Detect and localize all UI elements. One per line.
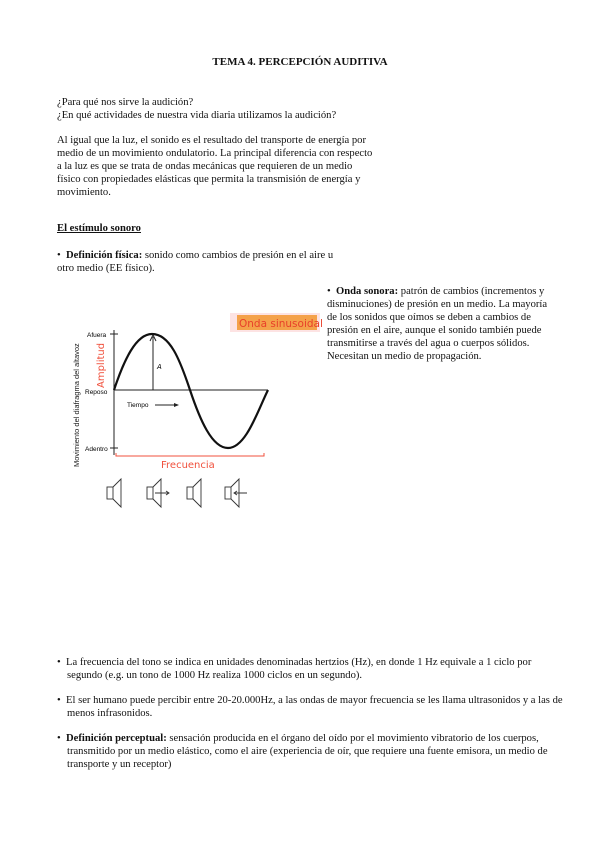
bullet-frecuencia: • La frecuencia del tono se indica en unidades denominadas hertzios (Hz), en donde 1 Hz equivale a 1 ciclo por segundo (e.g. un tono de 1000 Hz realiza 1000 ciclos en un segundo).	[57, 657, 532, 681]
arrow-head	[174, 403, 179, 407]
speaker-icon	[225, 479, 247, 507]
speaker-icon	[147, 479, 169, 507]
definition: patrón de cambios (incrementos y disminuciones) de presión en un medio. La mayoría de los sonidos que oímos se deben a cambios de presión en el aire, aunque el sonido también puede transmitirse a través del agua o cuerpos sólidos. Necesitan un medio de propagación.	[327, 286, 548, 362]
speaker-icon	[187, 479, 201, 507]
a-label: A	[157, 364, 162, 371]
figure-ylabel: Movimiento del diafragma del altavoz	[72, 343, 81, 467]
bullet-onda-sonora: • Onda sonora: patrón de cambios (incrementos y disminuciones) de presión en un medio. La mayoría de los sonidos que oímos se deben a cambios de presión en el aire, aunque el sonido también puede transmitirse a través del agua o cuerpos sólidos. Necesitan un medio de propagación.	[327, 286, 548, 362]
level-adentro: Adentro	[85, 446, 108, 453]
bullet-rango: • El ser humano puede percibir entre 20-20.000Hz, a las ondas de mayor frecuencia se les llama ultrasonidos y a las de menos infrasonidos.	[57, 695, 563, 719]
term: Definición física:	[66, 250, 143, 261]
bullet-text: La frecuencia del tono se indica en unidades denominadas hertzios (Hz), en donde 1 Hz equivale a 1 ciclo por segundo (e.g. un tono de 1000 Hz realiza 1000 ciclos en un segundo).	[66, 657, 532, 681]
term: Definición perceptual:	[66, 733, 167, 744]
amplitude-label: Amplitud	[96, 342, 107, 388]
frequency-label: Frecuencia	[161, 460, 215, 471]
bullet-text: sensación producida en el órgano del oído por el movimiento vibratorio de los cuerpos, transmitido por un medio elástico, como el aire (experiencia de oír, que requiere una fuente emisora, un medio de transporte y un receptor)	[67, 733, 548, 770]
definition: sonido como cambios de presión en el aire u otro medio (EE físico).	[57, 250, 334, 274]
frequency-bracket	[116, 453, 264, 456]
intro-paragraph: Al igual que la luz, el sonido es el resultado del transporte de energía por medio de un movimiento ondulatorio. La principal diferencia con respecto a la luz es que se trata de ondas mecánicas que requieren de un medio físico con propiedades elásticas que permita la transmisión de energía y movimiento.	[57, 135, 373, 198]
bullet-text: El ser humano puede percibir entre 20-20.000Hz, a las ondas de mayor frecuencia se les llama ultrasonidos y a las de menos infrasonidos.	[66, 695, 563, 719]
sine-wave	[114, 334, 268, 448]
question: ¿En qué actividades de nuestra vida diaria utilizamos la audición?	[57, 110, 337, 121]
time-label: Tiempo	[127, 402, 149, 409]
level-afuera: Afuera	[87, 332, 107, 339]
term: Onda sonora:	[336, 286, 399, 297]
page-title: TEMA 4. PERCEPCIÓN AUDITIVA	[212, 56, 388, 68]
section-heading: El estímulo sonoro	[57, 223, 141, 234]
speaker-icon	[107, 479, 121, 507]
question: ¿Para qué nos sirve la audición?	[57, 97, 194, 108]
level-reposo: Reposo	[85, 389, 108, 396]
bullet-definicion-perceptual: • Definición perceptual: sensación producida en el órgano del oído por el movimiento vibratorio de los cuerpos, transmitido por un medio elástico, como el aire (experiencia de oír, que requiere una fuente emisora, un medio de transporte y un receptor)	[57, 733, 548, 770]
speaker-icons	[107, 479, 247, 507]
bullet-definicion-fisica: • Definición física: sonido como cambios de presión en el aire u otro medio (EE físico).	[57, 250, 334, 274]
figure-title: Onda sinusoidal	[239, 318, 323, 330]
